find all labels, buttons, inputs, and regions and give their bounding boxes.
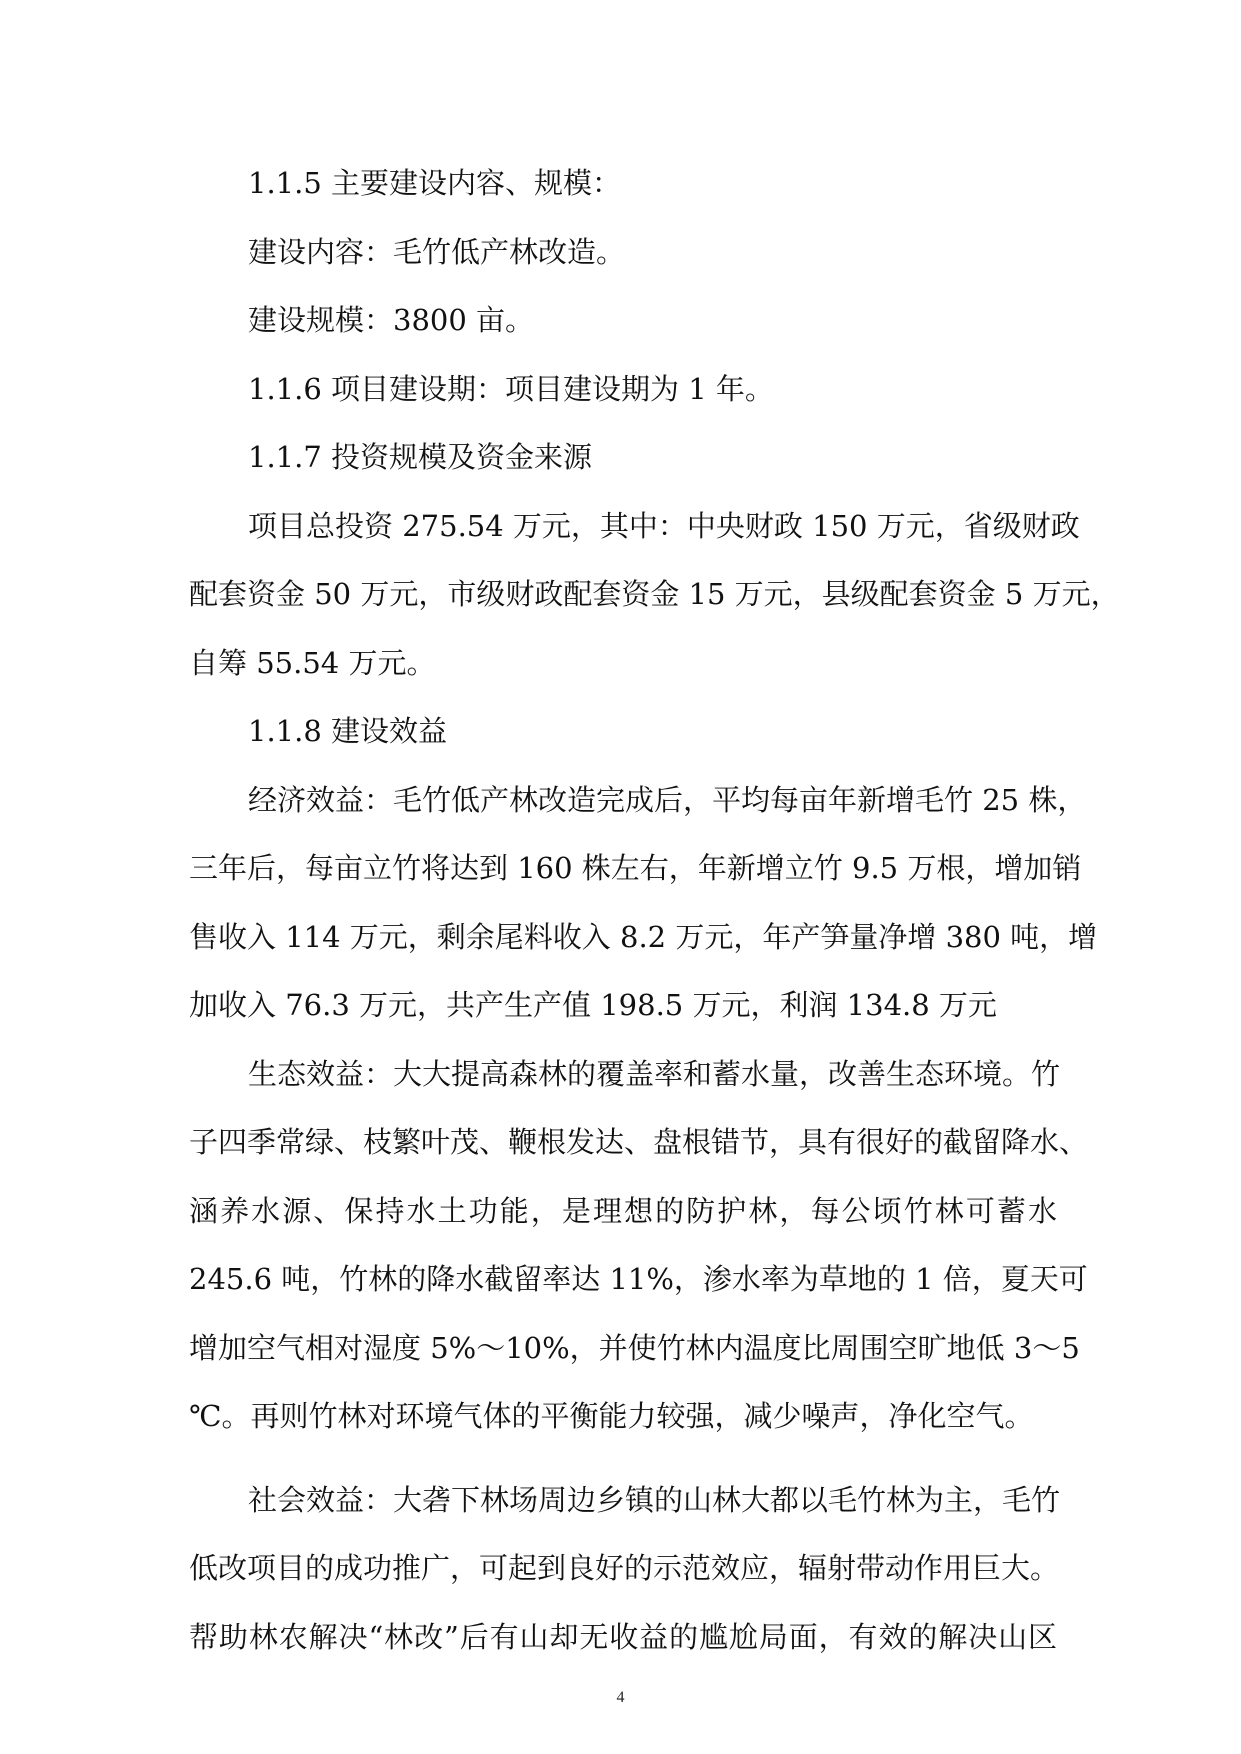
ecological-benefit-line: 子四季常绿、枝繁叶茂、鞭根发达、盘根错节，具有很好的截留降水、 <box>189 1125 1089 1159</box>
social-benefit-line: 社会效益：大砻下林场周边乡镇的山林大都以毛竹林为主，毛竹 <box>248 1483 1061 1517</box>
ecological-benefit-line: 生态效益：大大提高森林的覆盖率和蓄水量，改善生态环境。竹 <box>248 1057 1061 1091</box>
page-number: 4 <box>616 1689 625 1706</box>
economic-benefit-line: 加收入 76.3 万元，共产生产值 198.5 万元，利润 134.8 万元 <box>189 988 997 1022</box>
construction-content: 建设内容：毛竹低产林改造。 <box>248 235 626 269</box>
social-benefit-line: 帮助林农解决“林改”后有山却无收益的尴尬局面，有效的解决山区 <box>189 1620 1057 1654</box>
ecological-benefit-line: 涵养水源、保持水土功能，是理想的防护林，每公顷竹林可蓄水 <box>189 1194 1057 1228</box>
construction-scale: 建设规模：3800 亩。 <box>248 303 535 337</box>
ecological-benefit-line: ℃。再则竹林对环境气体的平衡能力较强，减少噪声，净化空气。 <box>189 1399 1034 1433</box>
heading-1-1-6: 1.1.6 项目建设期：项目建设期为 1 年。 <box>248 372 774 406</box>
ecological-benefit-line: 245.6 吨，竹林的降水截留率达 11%，渗水率为草地的 1 倍，夏天可 <box>189 1262 1088 1296</box>
investment-line: 配套资金 50 万元，市级财政配套资金 15 万元，县级配套资金 5 万元， <box>189 577 1120 611</box>
ecological-benefit-line: 增加空气相对湿度 5%～10%，并使竹林内温度比周围空旷地低 3～5 <box>189 1331 1080 1365</box>
investment-line: 项目总投资 275.54 万元，其中：中央财政 150 万元，省级财政 <box>248 509 1080 543</box>
economic-benefit-line: 售收入 114 万元，剩余尾料收入 8.2 万元，年产笋量净增 380 吨，增 <box>189 920 1098 954</box>
heading-1-1-8: 1.1.8 建设效益 <box>248 714 448 748</box>
heading-1-1-5: 1.1.5 主要建设内容、规模： <box>248 166 622 200</box>
heading-1-1-7: 1.1.7 投资规模及资金来源 <box>248 440 593 474</box>
social-benefit-line: 低改项目的成功推广，可起到良好的示范效应，辐射带动作用巨大。 <box>189 1551 1060 1585</box>
investment-line: 自筹 55.54 万元。 <box>189 646 436 680</box>
economic-benefit-line: 经济效益：毛竹低产林改造完成后，平均每亩年新增毛竹 25 株， <box>248 783 1087 817</box>
economic-benefit-line: 三年后，每亩立竹将达到 160 株左右，年新增立竹 9.5 万根，增加销 <box>189 851 1082 885</box>
